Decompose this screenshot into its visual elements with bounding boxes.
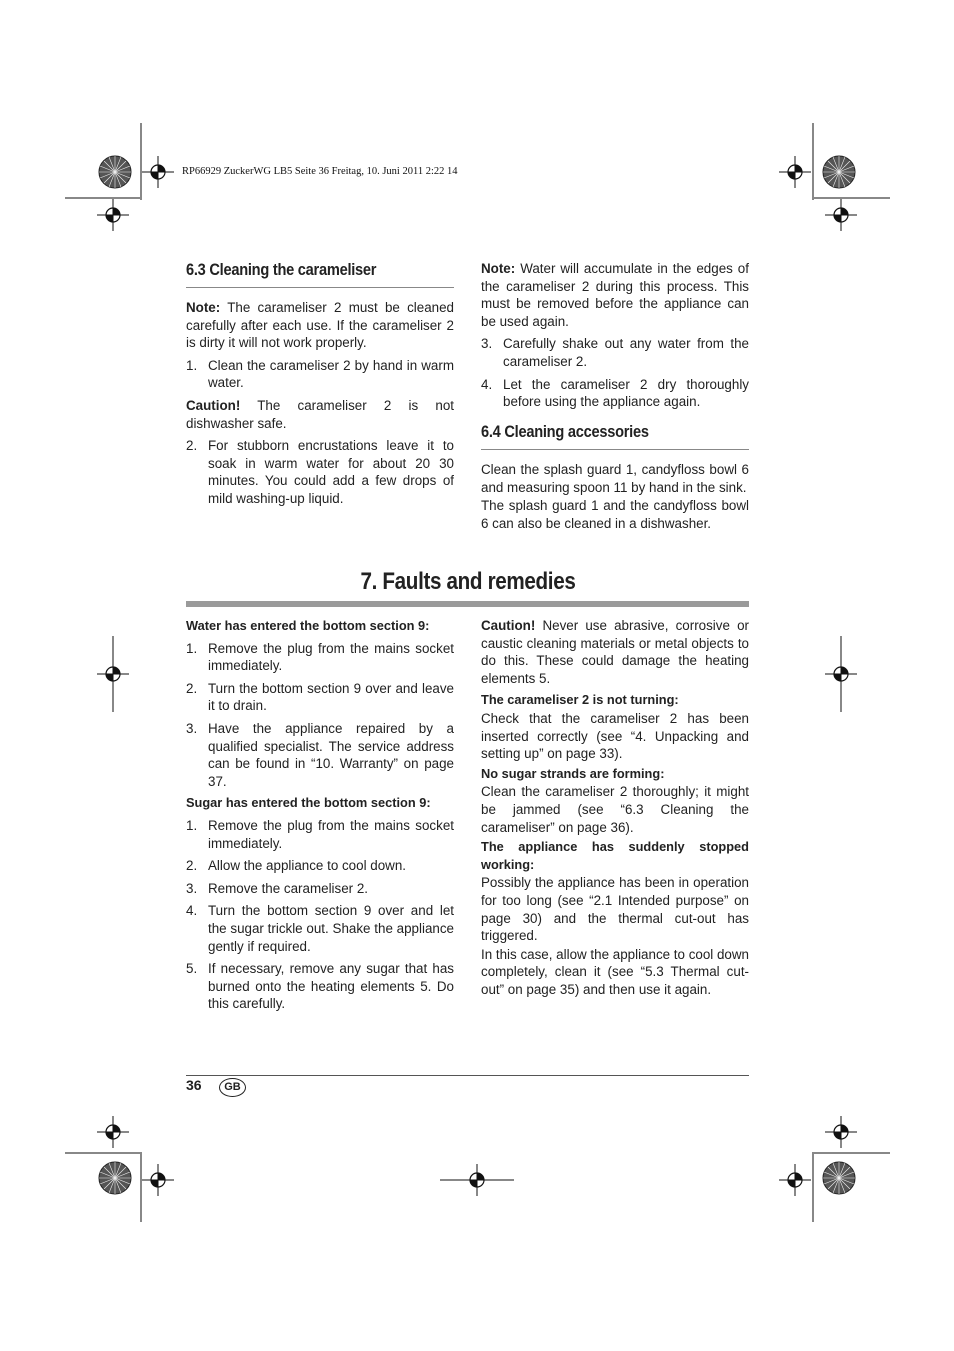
caution-text: Never use abrasive, corrosive or caustic cleaning materials or metal objects to do this. These could damage the heating elements 5.	[481, 618, 749, 686]
sugar-heading: Sugar has entered the bottom section 9:	[186, 795, 431, 811]
list-item	[186, 357, 454, 392]
section-6-3-right	[481, 260, 749, 411]
section-6-3-left	[186, 260, 454, 508]
accessories-paragraph-1: Clean the splash guard 1, candyfloss bowl 6 and measuring spoon 11 by hand in the sink.	[481, 462, 749, 495]
list-number: 5.	[186, 961, 198, 977]
heading-rule	[481, 449, 749, 450]
water-steps	[186, 640, 454, 791]
list-text: Let the carameliser 2 dry thoroughly before using the appliance again.	[503, 376, 749, 410]
list-number: 2.	[186, 680, 198, 696]
list-text: Turn the bottom section 9 over and leave it to drain.	[208, 680, 454, 714]
caution-paragraph	[186, 397, 454, 432]
footer-rule	[186, 1075, 749, 1076]
caution-paragraph	[481, 617, 749, 687]
list-item	[186, 902, 454, 955]
no-sugar-heading: No sugar strands are forming:	[481, 765, 665, 781]
section-7-right	[481, 617, 749, 998]
print-slug: RP66929 ZuckerWG LB5 Seite 36 Freitag, 10. Juni 2011 2:22 14	[182, 166, 458, 177]
list-text: Carefully shake out any water from the carameliser 2.	[503, 336, 749, 369]
list-number: 3.	[186, 720, 198, 736]
note2-label: Note:	[481, 261, 516, 276]
list-number: 4.	[186, 903, 198, 919]
list-number: 2.	[186, 858, 198, 874]
caution-label: Caution!	[481, 618, 536, 633]
heading-rule	[186, 287, 454, 288]
not-turning-text: Check that the carameliser 2 has been inserted correctly (see “4. Unpacking and setting up” on page 33).	[481, 710, 749, 762]
list-text: For stubborn encrustations leave it to soak in warm water for about 20 30 minutes. You could add a few drops of mild washing-up liquid.	[208, 438, 454, 506]
list-text: Remove the plug from the mains socket immediately.	[208, 640, 454, 674]
list-number: 2.	[186, 438, 198, 454]
note-label: Note:	[186, 300, 221, 315]
list-number: 3.	[481, 336, 493, 352]
list-item	[186, 720, 454, 790]
list-text: Turn the bottom section 9 over and let the sugar trickle out. Shake the appliance gently if required.	[208, 903, 454, 954]
list-number: 1.	[186, 357, 198, 373]
note-paragraph	[186, 299, 454, 352]
water-heading: Water has entered the bottom section 9:	[186, 618, 430, 633]
list-number: 1.	[186, 817, 198, 833]
stopped-heading: The appliance has suddenly stopped working:	[481, 839, 749, 872]
caution-text: The carameliser 2 is not dishwasher safe.	[186, 397, 455, 431]
list-item	[481, 335, 749, 370]
list-item	[186, 680, 454, 715]
note2-paragraph	[481, 260, 749, 330]
list-item	[186, 880, 454, 898]
stopped-text-2: In this case, allow the appliance to cool down completely, clean it (see “5.3 Thermal cut-out” on page 35) and then use it again.	[481, 946, 749, 997]
sugar-steps	[186, 817, 454, 1013]
list-item	[186, 960, 454, 1013]
list-number: 4.	[481, 376, 493, 392]
no-sugar-text: Clean the carameliser 2 thoroughly; it might be jammed (see “6.3 Cleaning the carameliser” on page 36).	[481, 784, 749, 835]
stopped-text-1: Possibly the appliance has been in operation for too long (see “2.1 Intended purpose” on page 30) and the thermal cut-out has triggered.	[481, 875, 749, 944]
list-text: Allow the appliance to cool down.	[208, 858, 407, 874]
accessories-paragraph-2: The splash guard 1 and the candyfloss bowl 6 can also be cleaned in a dishwasher.	[481, 498, 749, 531]
note-text: The carameliser 2 must be cleaned carefully after each use. If the carameliser 2 is dirty it will not work properly.	[186, 300, 454, 351]
list-number: 1.	[186, 640, 198, 656]
list-item	[186, 437, 454, 507]
heading-7-bar	[186, 601, 749, 607]
page-number: 36	[186, 1077, 202, 1093]
list-number: 3.	[186, 880, 198, 896]
heading-7: 7. Faults and remedies	[360, 568, 575, 595]
section-7-left	[186, 617, 454, 1013]
note2-text: Water will accumulate in the edges of the carameliser 2 during this process. This must be removed before the appliance can be used again.	[481, 261, 749, 329]
list-item	[186, 640, 454, 675]
list-item	[481, 376, 749, 411]
list-text: Remove the plug from the mains socket immediately.	[208, 817, 454, 851]
list-item	[186, 857, 454, 875]
caution-label: Caution!	[186, 397, 241, 413]
heading-6-4: 6.4 Cleaning accessories	[481, 422, 649, 441]
heading-6-3: 6.3 Cleaning the carameliser	[186, 260, 377, 279]
language-badge: GB	[219, 1078, 246, 1097]
section-6-4	[481, 422, 749, 532]
list-text: Have the appliance repaired by a qualified specialist. The service address can be found in “10. Warranty” on page 37.	[208, 720, 454, 789]
list-text: If necessary, remove any sugar that has burned onto the heating elements 5. Do this carefully.	[208, 961, 454, 1012]
list-text: Remove the carameliser 2.	[208, 880, 369, 896]
list-item	[186, 817, 454, 852]
list-text: Clean the carameliser 2 by hand in warm water.	[208, 357, 454, 391]
not-turning-heading: The carameliser 2 is not turning:	[481, 692, 679, 708]
